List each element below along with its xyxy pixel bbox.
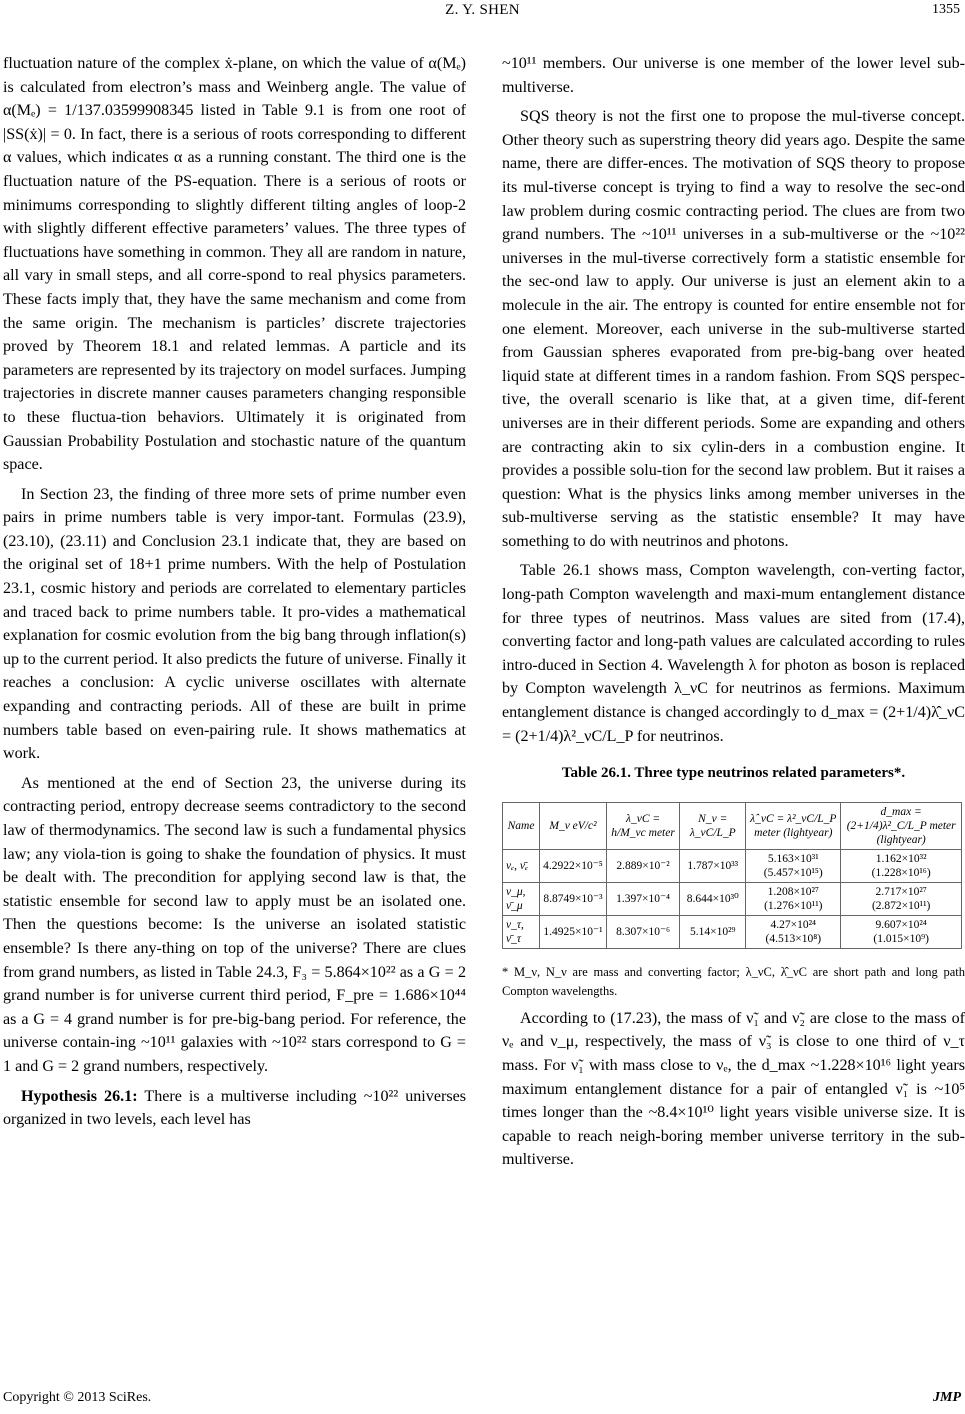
page-header bbox=[0, 0, 965, 30]
cell-name: νₑ, ν̄ₑ bbox=[503, 849, 540, 882]
cell-dmax-meter: 2.717×10²⁷ bbox=[875, 885, 927, 898]
left-column bbox=[3, 52, 466, 1132]
cell-lambda: 8.307×10⁻⁶ bbox=[606, 915, 680, 948]
page-number: 1355 bbox=[932, 2, 960, 17]
cell-lambda-hat-lightyear: (5.457×10¹⁵) bbox=[763, 866, 823, 879]
cell-lambda: 1.397×10⁻⁴ bbox=[606, 882, 680, 915]
neutrino-table bbox=[502, 802, 962, 949]
running-head-author: Z. Y. SHEN bbox=[445, 2, 520, 18]
cell-lambda-hat-lightyear: (1.276×10¹¹) bbox=[764, 899, 823, 912]
cell-mass: 4.2922×10⁻⁵ bbox=[540, 849, 607, 882]
cell-lambda-hat bbox=[746, 882, 841, 915]
cell-name: ν_μ, ν̄_μ bbox=[503, 882, 540, 915]
paragraph-section-23: In Section 23, the finding of three more sets of prime number even pairs in prime numbers table is very impor-tant. Formulas (23.9), (23.10), (23.11) and Conclusion 23.1 indicate that, they are based on the original set of 18+1 prime numbers. With the help of Postulation 23.1, cosmic history and periods are correlated to elementary particles and traced back to prime numbers table. It pro-vides a mathematical explanation for cosmic evolution from the big bang through inflation(s) up to the current period. It also predicts the future of universe. Finally it reaches a conclusion: A cyclic universe oscillates with alternate expanding and contracting periods. All of these are built in prime numbers table based on even-pairing rule. It shows mathematics at work. bbox=[3, 485, 466, 763]
cell-dmax-lightyear: (1.228×10¹⁶) bbox=[871, 866, 931, 879]
hypothesis-title: Hypothesis 26.1: bbox=[21, 1087, 138, 1105]
right-column bbox=[502, 52, 965, 1172]
table-row bbox=[503, 849, 962, 882]
paragraph-entanglement: According to (17.23), the mass of ν̃₁ and ν̃₂ are close to the mass of νₑ and ν_μ, respectively, the mass of ν̃₃ is close to one third of ν_τ mass. For ν̃₁ with mass close to νₑ, the d_max ~1.228×10¹⁶ light years maximum entanglement distance for a pair of entangled ν̃₁ is ~10⁵ times longer than the ~8.4×10¹⁰ light years visible universe size. It is capable to reach neigh-boring member universe territory in the sub-multiverse. bbox=[502, 1009, 965, 1169]
cell-lambda-hat bbox=[746, 915, 841, 948]
cell-name: ν_τ, ν̄_τ bbox=[503, 915, 540, 948]
cell-converting-factor: 5.14×10²⁹ bbox=[680, 915, 746, 948]
cell-mass: 1.4925×10⁻¹ bbox=[540, 915, 607, 948]
cell-mass: 8.8749×10⁻³ bbox=[540, 882, 607, 915]
cell-dmax bbox=[841, 915, 962, 948]
hypothesis-text: There is a multiverse including ~10²² universes organized in two levels, each level has bbox=[3, 1087, 467, 1129]
header-dmax: d_max = (2+1/4)λ²_C/L_P meter (lightyear) bbox=[841, 802, 962, 849]
header-lambda-hat: λ̂_νC = λ²_νC/L_P meter (lightyear) bbox=[746, 802, 841, 849]
hypothesis-26-1 bbox=[3, 1085, 466, 1132]
paragraph-table-intro: Table 26.1 shows mass, Compton wavelength, con-verting factor, long-path Compton wavelength and maxi-mum entanglement distance for three types of neutrinos. Mass values are sited from (17.4), converting factor and long-path values are calculated according to rules intro-duced in Section 4. Wavelength λ for photon as boson is replaced by Compton wavelength λ_νC for neutrinos as fermions. Maximum entanglement distance is changed accordingly to d_max = (2+1/4)λ̂_νC = (2+1/4)λ²_νC/L_P for neutrinos. bbox=[502, 562, 965, 745]
paragraph-fluctuation: fluctuation nature of the complex ẋ-plane, on which the value of α(Mₑ) is calculated from electron’s mass and Weinberg angle. The value of α(Mₑ) = 1/137.03599908345 listed in Table 9.1 is from one root of |SS(ẋ)| = 0. In fact, there is a serious of roots corresponding to different α values, which indicates α as a running constant. The third one is the fluctuation nature of the PS-equation. There is a serious of roots or minimums corresponding to slightly different tilting angles of loop-2 with slightly different effective parameters’ values. The three types of fluctuations have something in common. They all are random in nature, all vary in small steps, and all corre-spond to real physics parameters. These facts imply that, they have the same mechanism and come from the same origin. The mechanism is particles’ discrete trajectories proved by Theorem 18.1 and related lemmas. A particle and its parameters are represented by its trajectory on model surfaces. Jumping trajectories in discrete manner causes parameters changing responsible to these fluctua-tion behaviors. Ultimately it is originated from Gaussian Probability Postulation and stochastic nature of the quantum space. bbox=[3, 55, 466, 474]
cell-lambda: 2.889×10⁻² bbox=[606, 849, 680, 882]
cell-lambda-hat bbox=[746, 849, 841, 882]
table-header-row bbox=[503, 802, 962, 849]
header-lambda: λ_νC = h/M_νc meter bbox=[606, 802, 680, 849]
copyright-notice: Copyright © 2013 SciRes. bbox=[3, 1390, 152, 1405]
cell-dmax-lightyear: (1.015×10⁹) bbox=[873, 932, 929, 945]
cell-dmax bbox=[841, 849, 962, 882]
cell-lambda-hat-meter: 5.163×10³¹ bbox=[767, 852, 819, 865]
table-footnote: * M_ν, N_ν are mass and converting factor; λ_νC, λ̂_νC are short path and long path Compton wavelengths. bbox=[502, 964, 965, 998]
cell-dmax-lightyear: (2.872×10¹¹) bbox=[871, 899, 931, 912]
cell-lambda-hat-lightyear: (4.513×10⁸) bbox=[765, 932, 822, 945]
cell-dmax-meter: 9.607×10²⁴ bbox=[875, 918, 927, 931]
page-footer bbox=[3, 1390, 961, 1406]
paragraph-second-law: As mentioned at the end of Section 23, the universe during its contracting period, entropy decrease seems contradictory to the second law of thermodynamics. The second law is such a fundamental physics law; any viola-tion is going to shake the foundation of physics. It must be dealt with. The precondition for applying second law is that, the statistic ensemble for second law to apply must be an isolated one. Then the questions become: Is the universe an isolated statistic ensemble? Is there any-thing on top of the universe? There are clues from grand numbers, as listed in Table 24.3, F₃ = 5.864×10²² as a G = 2 grand number is for universe current third period, F_pre = 1.686×10⁴⁴ as a G = 4 grand number is for pre-big-bang period. For reference, the universe contain-ing ~10¹¹ galaxies with ~10²² stars correspond to G = 1 and G = 2 grand numbers, respectively. bbox=[3, 774, 466, 1075]
table-row bbox=[503, 915, 962, 948]
cell-lambda-hat-meter: 1.208×10²⁷ bbox=[767, 885, 819, 898]
neutrino-table-wrapper bbox=[502, 802, 965, 949]
cell-converting-factor: 1.787×10³³ bbox=[680, 849, 746, 882]
table-caption: Table 26.1. Three type neutrinos related parameters*. bbox=[561, 765, 906, 782]
cell-dmax-meter: 1.162×10³² bbox=[875, 852, 927, 865]
header-name: Name bbox=[503, 802, 540, 849]
cell-converting-factor: 8.644×10³⁰ bbox=[680, 882, 746, 915]
cell-lambda-hat-meter: 4.27×10²⁴ bbox=[770, 918, 817, 931]
paragraph-sub-multiverse: ~10¹¹ members. Our universe is one member of the lower level sub-multiverse. bbox=[502, 55, 965, 96]
paragraph-sqs-theory: SQS theory is not the first one to propose the mul-tiverse concept. Other theory such as superstring theory did years ago. Despite the same name, there are differ-ences. The motivation of SQS theory to propose its mul-tiverse concept is trying to find a way to resolve the sec-ond law problem during cosmic contracting period. The clues are from two grand numbers. The ~10¹¹ universes in a sub-multiverse or the ~10²² universes in the mul-tiverse correctively form a statistic ensemble for the sec-ond law to apply. Our universe is just an element akin to a molecule in the air. The entropy is counted for entire ensemble not for one element. Moreover, each universe in the sub-multiverse started from Gaussian spheres evaporated from pre-big-bang over heated liquid state at different times in a random fashion. From SQS perspec-tive, the overall scenario is like that, at a given time, dif-ferent universes are in their different periods. Some are expanding and others are contracting akin to six cylin-ders in a combustion engine. It provides a possible solu-tion for the second law problem. But it raises a question: What is the physics links among member universes in the sub-multiverse serving as the statistic ensemble? It may have something to do with neutrinos and photons. bbox=[502, 108, 965, 550]
journal-abbreviation: JMP bbox=[933, 1390, 961, 1405]
header-converting-factor: N_ν = λ_νC/L_P bbox=[680, 802, 746, 849]
header-mass: M_ν eV/c² bbox=[540, 802, 607, 849]
cell-dmax bbox=[841, 882, 962, 915]
table-row bbox=[503, 882, 962, 915]
